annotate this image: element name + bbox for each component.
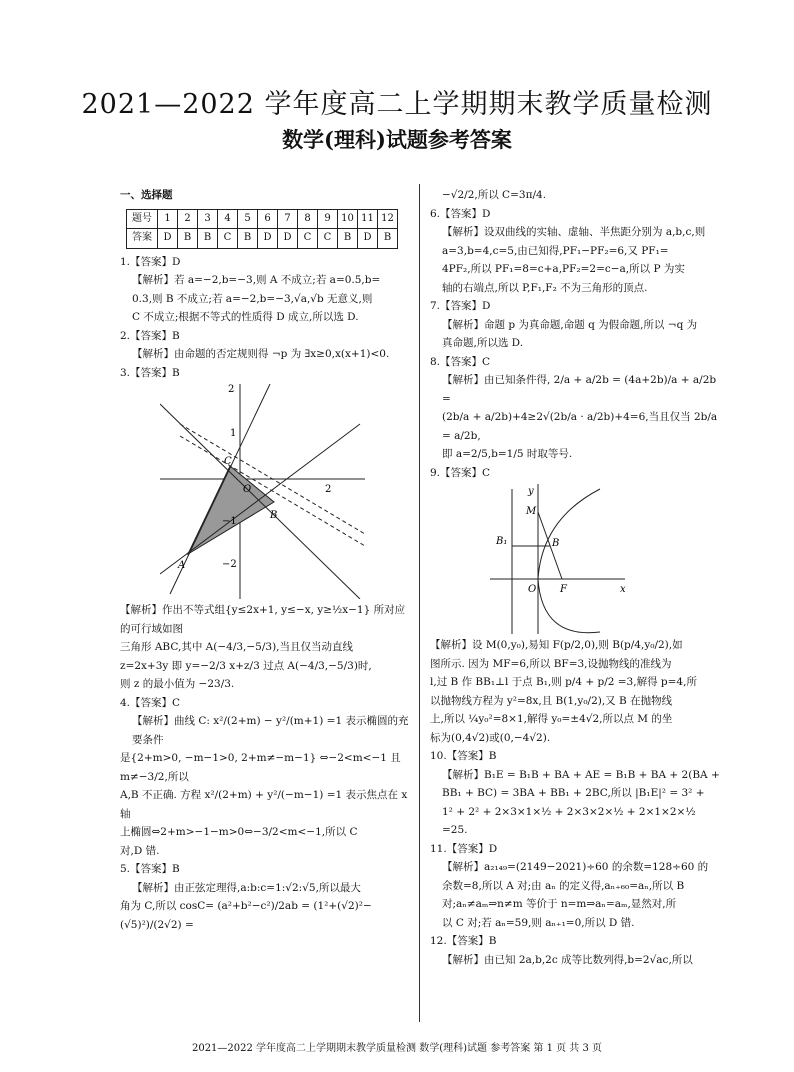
solution-line: 4PF₂,所以 PF₁=8=c+a,PF₂=2=c−a,所以 P 为实 — [442, 263, 685, 275]
point-label: A — [178, 560, 186, 571]
solution-line: 对;aₙ≠aₘ⇒n≠m 等价于 n=m⇒aₙ=aₘ,显然对,所 — [442, 898, 677, 910]
solution-line: 标为(0,4√2)或(0,−4√2). — [430, 731, 551, 744]
solution-line: 【解析】B₁E = B₁B + BA + AE = B₁B + BA + 2(BA + — [442, 768, 720, 781]
answer-line: 1.【答案】D — [120, 255, 181, 268]
point-label: F — [560, 584, 567, 595]
table-cell: C — [318, 229, 338, 249]
column-divider — [419, 184, 420, 1022]
origin-label: O — [243, 484, 252, 495]
solution-line: 【解析】作出不等式组{y≤2x+1, y≤−x, y≥½x−1} 所对应的可行域如图 — [120, 604, 406, 635]
table-cell: 1 — [158, 209, 178, 229]
tick-label: 2 — [325, 484, 332, 495]
origin-label: O — [528, 584, 537, 595]
point-label: M — [526, 506, 537, 517]
solution-line: 即 a=2/5,b=1/5 时取等号. — [442, 448, 573, 460]
solution-line: 上,所以 ¼y₀²=8×1,解得 y₀=±4√2,所以点 M 的坐 — [430, 713, 673, 725]
page-footer: 2021—2022 学年度高二上学期期末教学质量检测 数学(理科)试题 参考答案 第 1 页 共 3 页 — [191, 1043, 603, 1054]
table-cell: 10 — [338, 209, 358, 229]
point-label: C — [224, 456, 232, 467]
solution-line: 【解析】设双曲线的实轴、虚轴、半焦距分别为 a,b,c,则 — [442, 226, 706, 238]
solution-line: 上椭圆⇔2+m>−1−m>0⇔−3/2<m<−1,所以 C — [120, 826, 358, 838]
solution-line: z=2x+3y 即 y=−2/3 x+z/3 过点 A(−4/3,−5/3)时, — [120, 659, 372, 672]
table-cell: B — [198, 229, 218, 249]
answer-line: 7.【答案】D — [430, 300, 491, 312]
answer-line: 6.【答案】D — [430, 207, 491, 220]
table-cell: 9 — [318, 209, 338, 229]
parabola-figure — [490, 484, 630, 634]
solution-line: 【解析】命题 p 为真命题,命题 q 为假命题,所以 ¬q 为 — [442, 318, 698, 331]
solution-line: (2b/a + a/2b)+4≥2√(2b/a · a/2b)+4=6,当且仅当 2b/a = a/2b, — [442, 411, 718, 442]
table-cell: D — [258, 229, 278, 249]
table-cell: C — [298, 229, 318, 249]
page-subtitle: 数学(理科)试题参考答案 — [282, 127, 512, 152]
feasible-region-figure — [160, 384, 370, 599]
solution-line: A,B 不正确. 方程 x²/(2+m) + y²/(−m−1) =1 表示焦点在 x 轴 — [120, 789, 408, 820]
tick-label: −1 — [222, 516, 237, 527]
answer-line: 3.【答案】B — [120, 366, 180, 379]
right-column — [430, 186, 720, 969]
point-label: B — [552, 538, 560, 549]
solution-line: 0.3,则 B 不成立;若 a=−2,b=−3,√a,√b 无意义,则 — [132, 292, 373, 305]
table-cell: B — [178, 229, 198, 249]
table-cell: 8 — [298, 209, 318, 229]
table-cell: B — [378, 229, 398, 249]
solution-line: −√2/2,所以 C=3π/4. — [442, 189, 547, 201]
table-cell: 题号 — [127, 209, 158, 229]
answer-line: 5.【答案】B — [120, 863, 180, 875]
tick-label: 2 — [228, 384, 235, 395]
point-label: B₁ — [496, 536, 508, 547]
answer-line: 11.【答案】D — [430, 842, 498, 855]
table-row — [127, 229, 398, 249]
table-row — [127, 209, 398, 229]
table-cell: 2 — [178, 209, 198, 229]
section-heading: 一、选择题 — [120, 189, 173, 201]
answer-line: 9.【答案】C — [430, 466, 491, 479]
point-label: B — [270, 510, 278, 521]
solution-line: 【解析】由已知条件得, 2/a + a/2b = (4a+2b)/a + a/2b = — [442, 374, 717, 405]
solution-line: 轴的右端点,所以 P,F₁,F₂ 不为三角形的顶点. — [442, 281, 648, 294]
solution-line: 【解析】a₂₁₄₉=(2149−2021)÷60 的余数=128÷60 的 — [442, 861, 709, 873]
table-cell: 答案 — [127, 229, 158, 249]
solution-line: 【解析】由已知 2a,b,2c 成等比数列得,b=2√ac,所以 — [442, 953, 693, 966]
page-title: 2021—2022 学年度高二上学期期末教学质量检测 — [81, 89, 713, 120]
answer-line: 4.【答案】C — [120, 696, 181, 709]
solution-line: 以 C 对;若 aₙ=59,则 aₙ₊₁=0,所以 D 错. — [442, 916, 635, 929]
table-cell: D — [278, 229, 298, 249]
left-column — [120, 186, 410, 934]
solution-line: 对,D 错. — [120, 844, 160, 857]
tick-label: 1 — [230, 428, 237, 439]
axis-label: y — [528, 486, 534, 497]
solution-line: 【解析】由正弦定理得,a:b:c=1:√2:√5,所以最大 — [132, 881, 361, 894]
answer-table — [126, 209, 398, 249]
solution-line: 1² + 2² + 2×3×1×½ + 2×3×2×½ + 2×1×2×½ — [442, 805, 696, 818]
answer-line: 12.【答案】B — [430, 935, 497, 947]
table-cell: 4 — [218, 209, 238, 229]
solution-line: l,过 B 作 BB₁⊥l 于点 B₁,则 p/4 + p/2 =3,解得 p=4,所 — [430, 676, 697, 688]
solution-line: 图所示. 因为 MF=6,所以 BF=3,设抛物线的准线为 — [430, 657, 672, 670]
solution-line: 以抛物线方程为 y²=8x,且 B(1,y₀/2),又 B 在抛物线 — [430, 694, 673, 707]
table-cell: D — [358, 229, 378, 249]
table-cell: D — [158, 229, 178, 249]
table-cell: 5 — [238, 209, 258, 229]
table-cell: C — [218, 229, 238, 249]
solution-line: 则 z 的最小值为 −23/3. — [120, 678, 235, 690]
solution-line: 是{2+m>0, −m−1>0, 2+m≠−m−1} ⇔−2<m<−1 且 m≠−3/2,所以 — [120, 752, 401, 783]
solution-line: 角为 C,所以 cosC= (a²+b²−c²)/2ab = (1²+(√2)²−(√5)²)/(2√2) = — [120, 900, 372, 931]
solution-line: C 不成立;根据不等式的性质得 D 成立,所以选 D. — [132, 311, 359, 323]
answer-line: 2.【答案】B — [120, 329, 180, 342]
table-cell: 11 — [358, 209, 378, 229]
solution-line: =25. — [442, 824, 468, 836]
solution-line: a=3,b=4,c=5,由已知得,PF₁−PF₂=6,又 PF₁= — [442, 244, 669, 257]
solution-line: 三角形 ABC,其中 A(−4/3,−5/3),当且仅当动直线 — [120, 641, 354, 653]
solution-line: BB₁ + BC) = 3BA + BB₁ + 2BC,所以 |B₁E|² = 3² + — [442, 787, 705, 799]
table-cell: B — [238, 229, 258, 249]
table-cell: 7 — [278, 209, 298, 229]
table-cell: B — [338, 229, 358, 249]
table-cell: 12 — [378, 209, 398, 229]
solution-line: 【解析】由命题的否定规则得 ¬p 为 ∃x≥0,x(x+1)<0. — [132, 348, 390, 360]
solution-line: 【解析】若 a=−2,b=−3,则 A 不成立;若 a=0.5,b= — [132, 274, 381, 286]
table-cell: 3 — [198, 209, 218, 229]
solution-line: 真命题,所以选 D. — [442, 337, 524, 349]
answer-line: 10.【答案】B — [430, 750, 497, 762]
table-cell: 6 — [258, 209, 278, 229]
solution-line: 【解析】曲线 C: x²/(2+m) − y²/(m+1) =1 表示椭圆的充要条件 — [132, 715, 409, 746]
axis-label: x — [620, 584, 626, 595]
solution-line: 余数=8,所以 A 对;由 aₙ 的定义得,aₙ₊₆₀=aₙ,所以 B — [442, 879, 685, 892]
tick-label: −2 — [222, 559, 237, 570]
solution-line: 【解析】设 M(0,y₀),易知 F(p/2,0),则 B(p/4,y₀/2),如 — [430, 639, 683, 651]
answer-line: 8.【答案】C — [430, 355, 491, 368]
